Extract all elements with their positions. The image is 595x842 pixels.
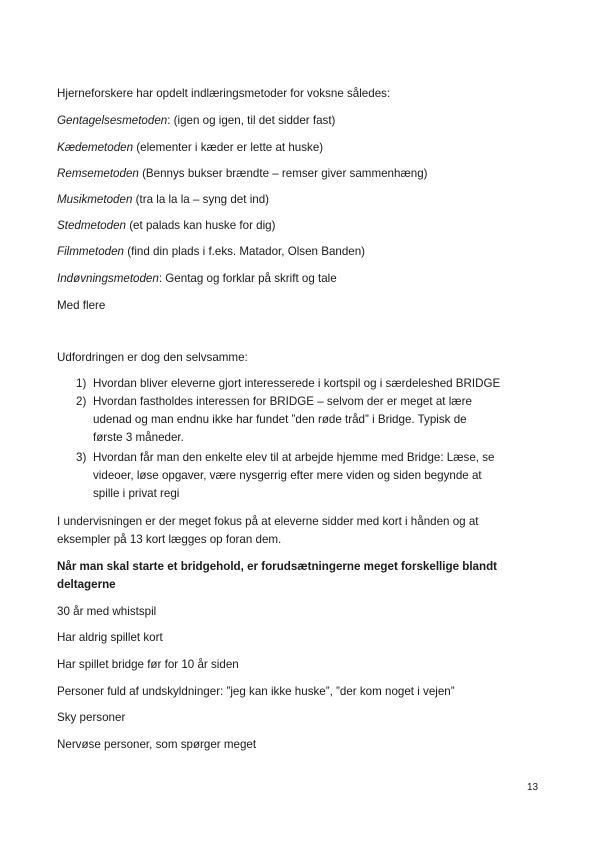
- list-line: videoer, løse opgaver, være nysgerrig efter mere viden og siden begynde at: [93, 469, 482, 482]
- list-line: første 3 måneder.: [93, 431, 184, 444]
- teaching-line: I undervisningen er der meget fokus på at eleverne sidder med kort i hånden og at: [57, 515, 479, 528]
- intro-text: Hjerneforskere har opdelt indlæringsmetoder for voksne således:: [57, 87, 391, 100]
- method-name: Kædemetoden: [57, 141, 134, 154]
- method-desc: : (igen og igen, til det sidder fast): [167, 114, 336, 127]
- med-flere-text: Med flere: [57, 299, 106, 312]
- list-line: spille i privat regi: [93, 487, 180, 500]
- method-item: [57, 193, 269, 207]
- method-item: [57, 245, 365, 259]
- challenge-intro: Udfordringen er dog den selvsamme:: [57, 351, 248, 364]
- list-line: udenad og man endnu ikke har fundet ”den røde tråd” i Bridge. Typisk de: [93, 413, 467, 426]
- section-heading: Når man skal starte et bridgehold, er forudsætningerne meget forskellige blandt: [57, 560, 498, 573]
- list-line: Hvordan får man den enkelte elev til at arbejde hjemme med Bridge: Læse, se: [93, 451, 495, 464]
- method-name: Indøvningsmetoden: [57, 272, 159, 285]
- method-name: Remsemetoden: [57, 167, 139, 180]
- method-item: [57, 141, 323, 155]
- list-number: 3): [76, 451, 87, 464]
- participant-item: Personer fuld af undskyldninger: ”jeg kan ikke huske”, ”der kom noget i vejen”: [57, 685, 455, 698]
- page-number: 13: [527, 782, 539, 793]
- method-item: [57, 167, 428, 181]
- section-heading: deltagerne: [57, 578, 116, 591]
- method-desc: (et palads kan huske for dig): [125, 219, 276, 232]
- list-line: Hvordan fastholdes interessen for BRIDGE – selvom der er meget at lære: [93, 395, 472, 408]
- list-item: [93, 449, 553, 503]
- method-desc: : Gentag og forklar på skrift og tale: [158, 272, 337, 285]
- participant-item: 30 år med whistspil: [57, 605, 157, 618]
- method-desc: (elementer i kæder er lette at huske): [133, 141, 324, 154]
- list-item: [93, 393, 553, 447]
- teaching-line: eksempler på 13 kort lægges op foran dem.: [57, 533, 282, 546]
- participant-item: Har aldrig spillet kort: [57, 631, 163, 644]
- participant-item: Sky personer: [57, 711, 126, 724]
- method-name: Musikmetoden: [57, 193, 133, 206]
- method-item: [57, 272, 337, 286]
- method-desc: (Bennys bukser brændte – remser giver sammenhæng): [138, 167, 428, 180]
- list-number: 2): [76, 395, 87, 408]
- participant-item: Har spillet bridge før for 10 år siden: [57, 658, 239, 671]
- list-number: 1): [76, 377, 87, 390]
- method-desc: (tra la la la – syng det ind): [132, 193, 270, 206]
- method-desc: (find din plads i f.eks. Matador, Olsen Banden): [124, 245, 366, 258]
- method-item: [57, 114, 335, 128]
- method-name: Filmmetoden: [57, 245, 125, 258]
- method-name: Gentagelsesmetoden: [57, 114, 168, 127]
- method-name: Stedmetoden: [57, 219, 126, 232]
- list-item: [93, 375, 553, 393]
- method-item: [57, 219, 275, 233]
- participant-item: Nervøse personer, som spørger meget: [57, 738, 257, 751]
- list-line: Hvordan bliver eleverne gjort interesserede i kortspil og i særdeleshed BRIDGE: [93, 377, 501, 390]
